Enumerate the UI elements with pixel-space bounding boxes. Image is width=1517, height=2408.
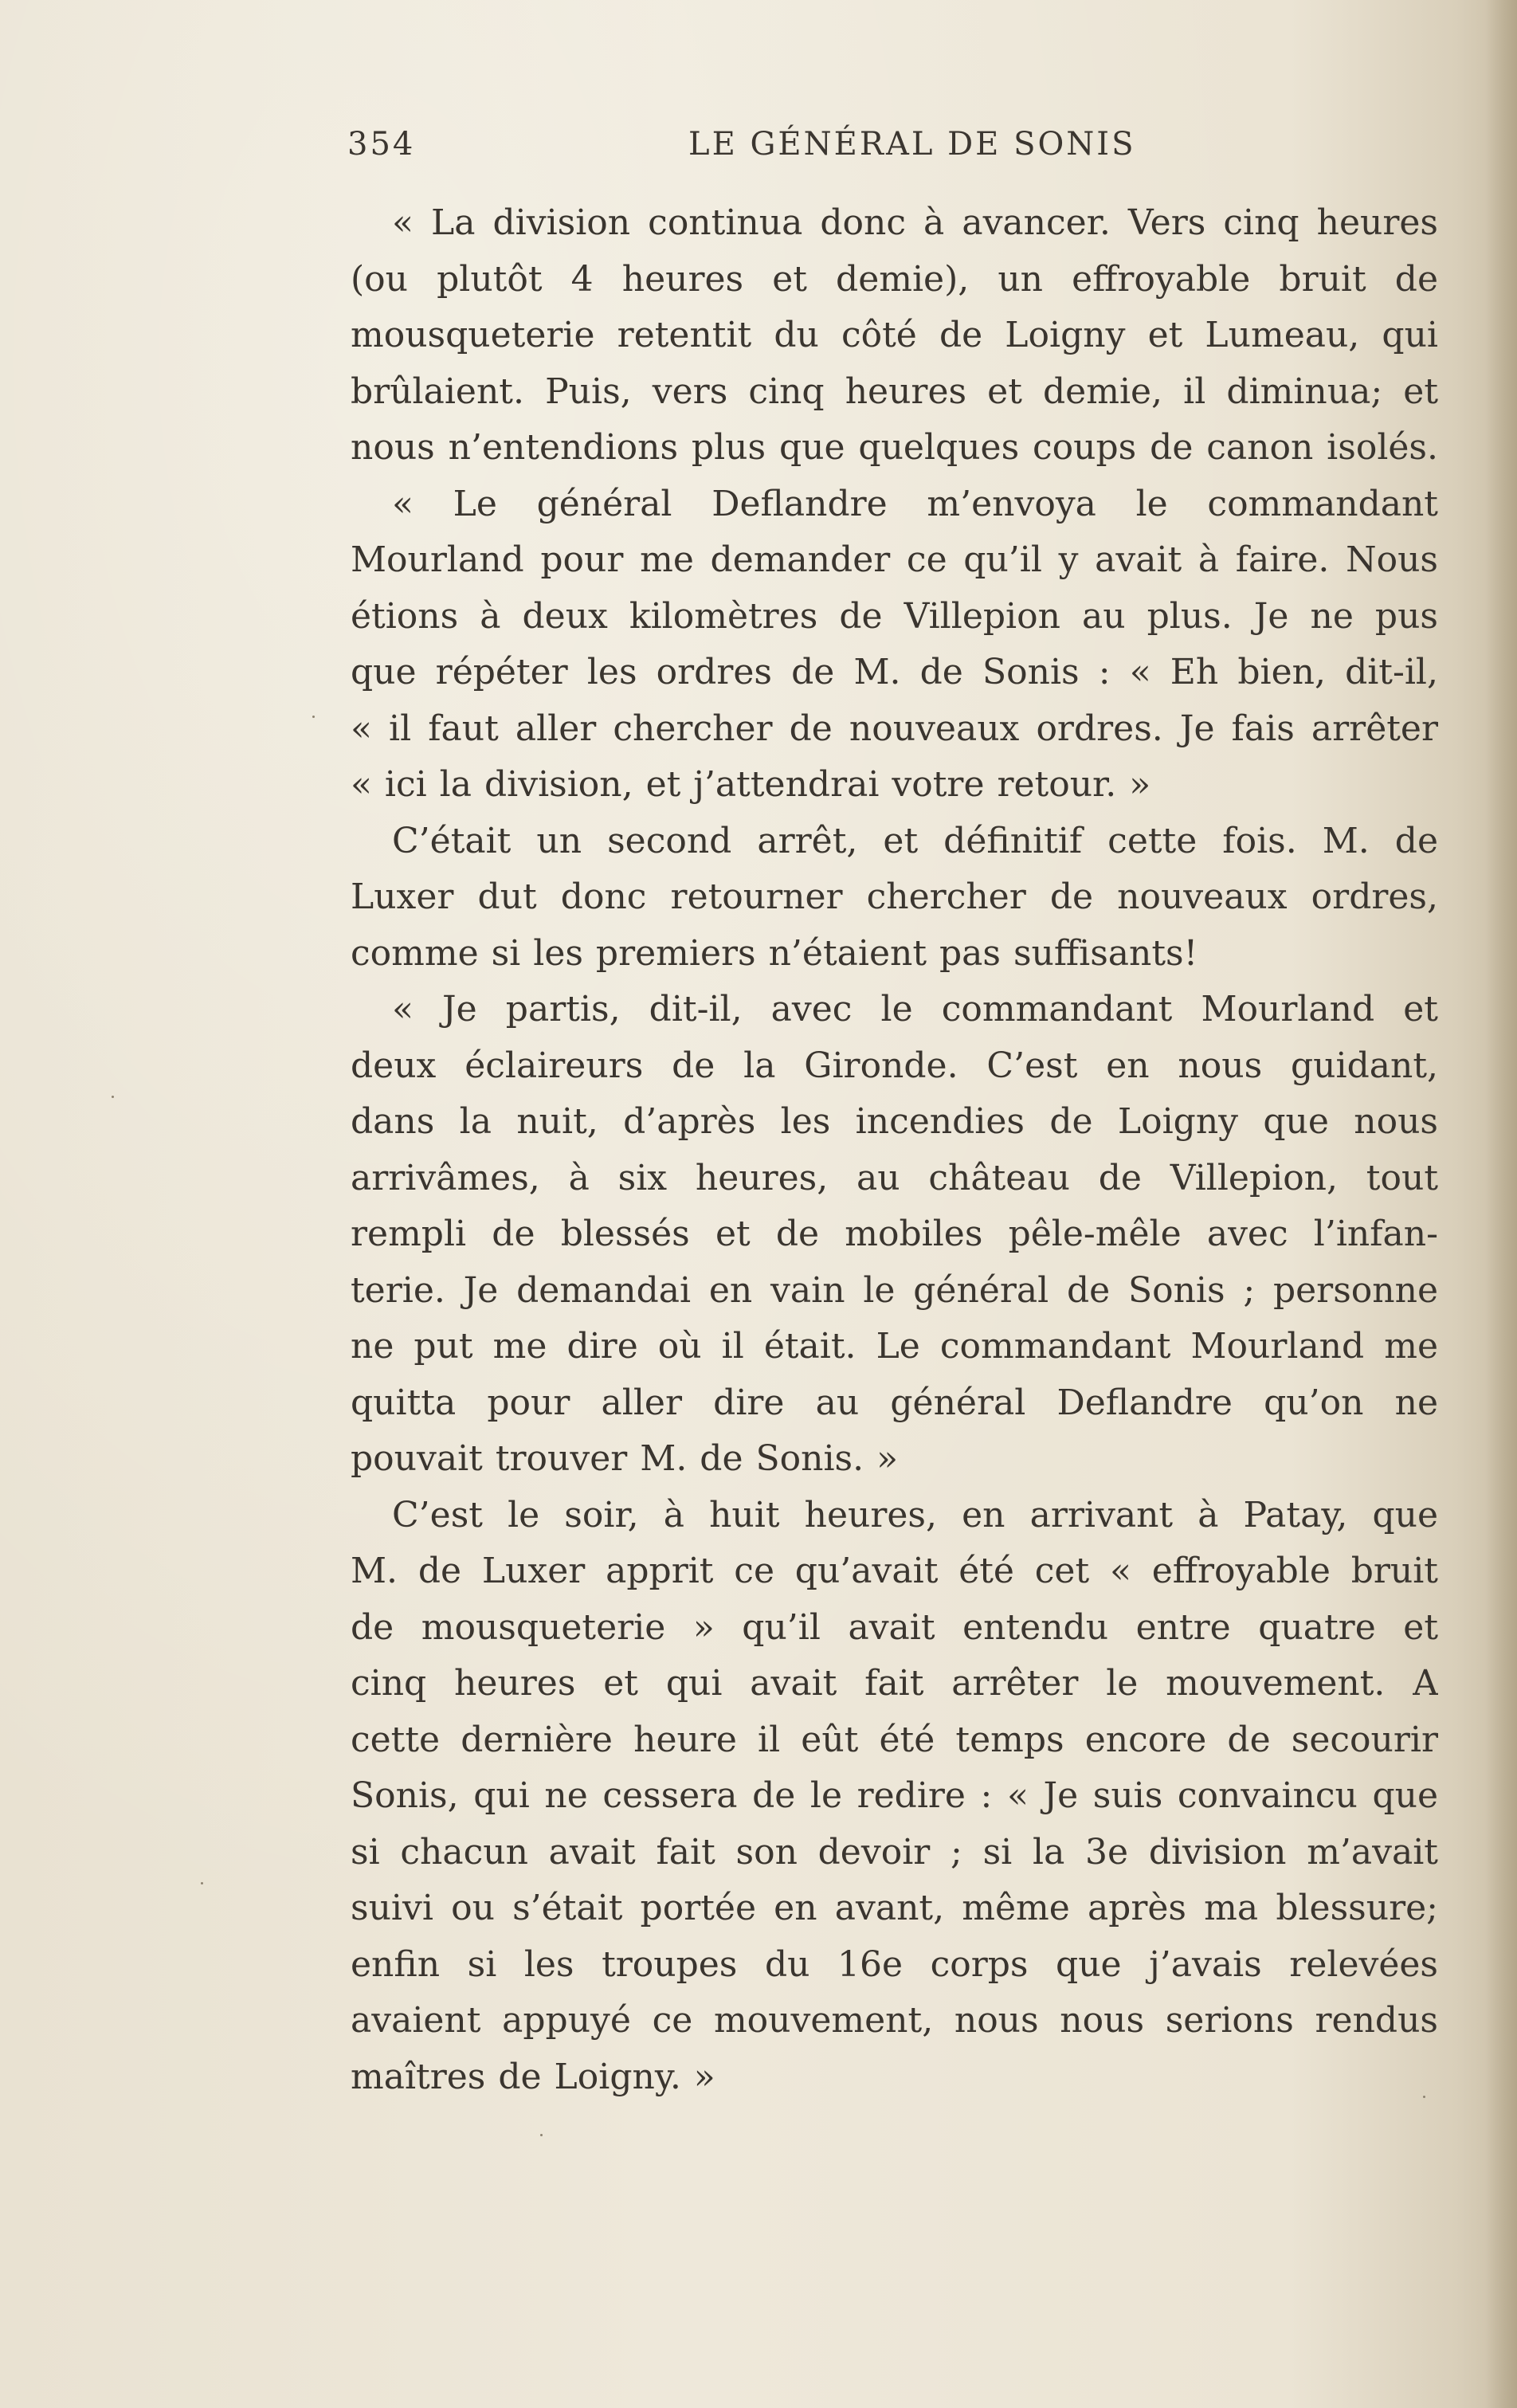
paper-speck: [112, 1096, 114, 1098]
text-line: (ou plutôt 4 heures et demie), un effroyable bruit de: [351, 258, 1438, 300]
text-line: Luxer dut donc retourner chercher de nouveaux ordres,: [351, 877, 1438, 917]
text-line: dans la nuit, d’après les incendies de Loigny que nous: [351, 1101, 1438, 1142]
text-line: quitta pour aller dire au général Deflandre qu’on ne: [351, 1382, 1438, 1423]
running-title: LE GÉNÉRAL DE SONIS: [688, 126, 1136, 163]
text-line: C’est le soir, à huit heures, en arrivant à Patay, que: [392, 1494, 1438, 1535]
page-edge-shadow: [1485, 0, 1517, 2408]
text-line: rempli de blessés et de mobiles pêle-mêle avec l’infan-: [351, 1214, 1438, 1254]
paper-speck: [1423, 2096, 1425, 2098]
text-line: avaient appuyé ce mouvement, nous nous serions rendus: [351, 2000, 1438, 2041]
text-line: cinq heures et qui avait fait arrêter le mouvement. A: [351, 1663, 1438, 1704]
text-line: « Je partis, dit-il, avec le commandant Mourland et: [392, 989, 1438, 1029]
text-line: nous n’entendions plus que quelques coups de canon isolés.: [351, 427, 1438, 468]
text-line: cette dernière heure il eût été temps encore de secourir: [351, 1719, 1438, 1760]
text-line: étions à deux kilomètres de Villepion au plus. Je ne pus: [351, 595, 1438, 637]
body-text: [351, 195, 1438, 2105]
paper-speck: [312, 716, 315, 718]
text-line: de mousqueterie » qu’il avait entendu entre quatre et: [351, 1606, 1438, 1648]
running-head: [347, 120, 1439, 175]
text-line: « il faut aller chercher de nouveaux ordres. Je fais arrêter: [351, 708, 1438, 749]
text-line: enfin si les troupes du 16e corps que j’avais relevées: [351, 1943, 1438, 1985]
paper-speck: [540, 2134, 543, 2136]
text-line: terie. Je demandai en vain le général de Sonis ; personne: [351, 1269, 1438, 1311]
text-line: que répéter les ordres de M. de Sonis : « Eh bien, dit-il,: [351, 652, 1438, 692]
paper-speck: [201, 1882, 203, 1884]
page-number: 354: [347, 126, 416, 163]
text-line: Mourland pour me demander ce qu’il y avait à faire. Nous: [351, 539, 1438, 580]
text-line: « La division continua donc à avancer. Vers cinq heures: [392, 202, 1438, 243]
text-line: « Le général Deflandre m’envoya le commandant: [392, 483, 1438, 524]
text-line: comme si les premiers n’étaient pas suffisants!: [351, 932, 1198, 974]
text-line: si chacun avait fait son devoir ; si la 3e division m’avait: [351, 1831, 1438, 1873]
text-line: « ici la division, et j’attendrai votre retour. »: [351, 764, 1151, 805]
text-line: mousqueterie retentit du côté de Loigny et Lumeau, qui: [351, 315, 1438, 355]
text-line: maîtres de Loigny. »: [351, 2056, 715, 2097]
text-line: ne put me dire où il était. Le commandant Mourland me: [351, 1326, 1438, 1367]
text-line: M. de Luxer apprit ce qu’avait été cet « effroyable bruit: [351, 1551, 1438, 1591]
text-line: brûlaient. Puis, vers cinq heures et demie, il diminua; et: [351, 371, 1438, 412]
text-line: suivi ou s’était portée en avant, même après ma blessure;: [351, 1888, 1438, 1928]
text-line: C’était un second arrêt, et définitif cette fois. M. de: [392, 820, 1438, 861]
text-line: deux éclaireurs de la Gironde. C’est en nous guidant,: [351, 1045, 1438, 1086]
text-line: Sonis, qui ne cessera de le redire : « Je suis convaincu que: [351, 1775, 1438, 1816]
text-line: pouvait trouver M. de Sonis. »: [351, 1438, 899, 1479]
text-line: arrivâmes, à six heures, au château de Villepion, tout: [351, 1157, 1438, 1198]
